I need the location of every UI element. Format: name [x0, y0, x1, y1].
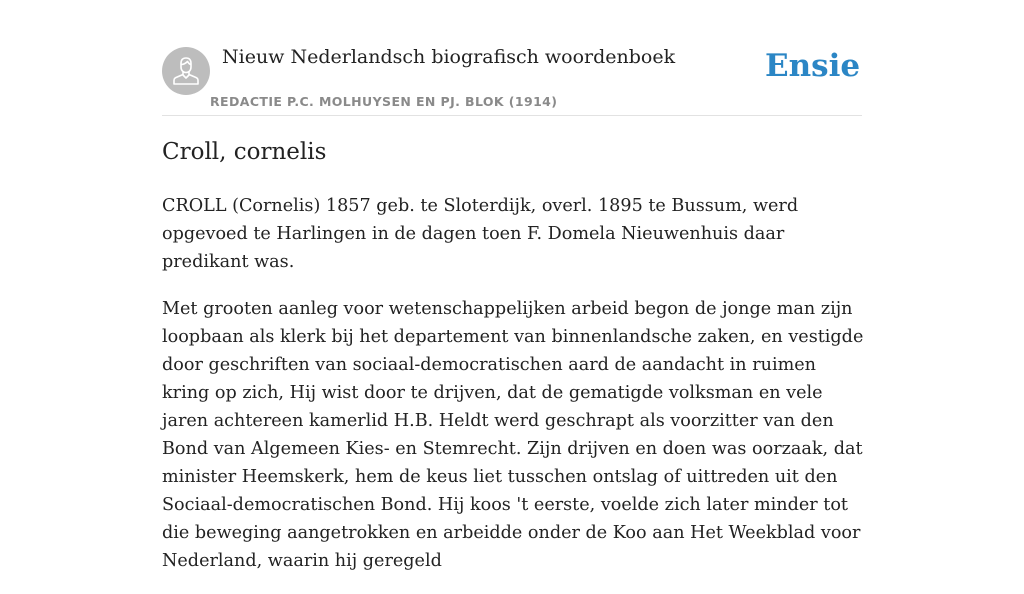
header-divider: [162, 115, 862, 116]
source-title[interactable]: Nieuw Nederlandsch biografisch woordenboek: [222, 46, 676, 68]
user-placeholder-icon: [171, 55, 201, 87]
entry-paragraph: CROLL (Cornelis) 1857 geb. te Sloterdijk, overl. 1895 te Bussum, werd opgevoed te Harlingen in de dagen toen F. Domela Nieuwenhuis daar predikant was.: [162, 196, 799, 272]
avatar: [162, 47, 210, 95]
brand-logo[interactable]: Ensie: [765, 48, 861, 84]
editors-credit: REDACTIE P.C. MOLHUYSEN EN PJ. BLOK (1914): [210, 94, 558, 109]
entry-body: [162, 192, 867, 594]
entry-paragraph: Met grooten aanleg voor wetenschappelijken arbeid begon de jonge man zijn loopbaan als klerk bij het departement van binnenlandsche zaken, en vestigde door geschriften van sociaal-democratischen aard de aandacht in ruimen kring op zich, Hij wist door te drijven, dat de gematigde volksman en vele jaren achtereen kamerlid H.B. Heldt werd geschrapt als voorzitter van den Bond van Algemeen Kies- en Stemrecht. Zijn drijven en doen was oorzaak, dat minister Heemskerk, hem de keus liet tusschen ontslag of uittreden uit den Sociaal-democratischen Bond. Hij koos 't eerste, voelde zich later minder tot die beweging aangetrokken en arbeidde onder de Koo aan Het Weekblad voor Nederland, waarin hij geregeld: [162, 299, 864, 571]
entry-title: Croll, cornelis: [162, 139, 327, 165]
